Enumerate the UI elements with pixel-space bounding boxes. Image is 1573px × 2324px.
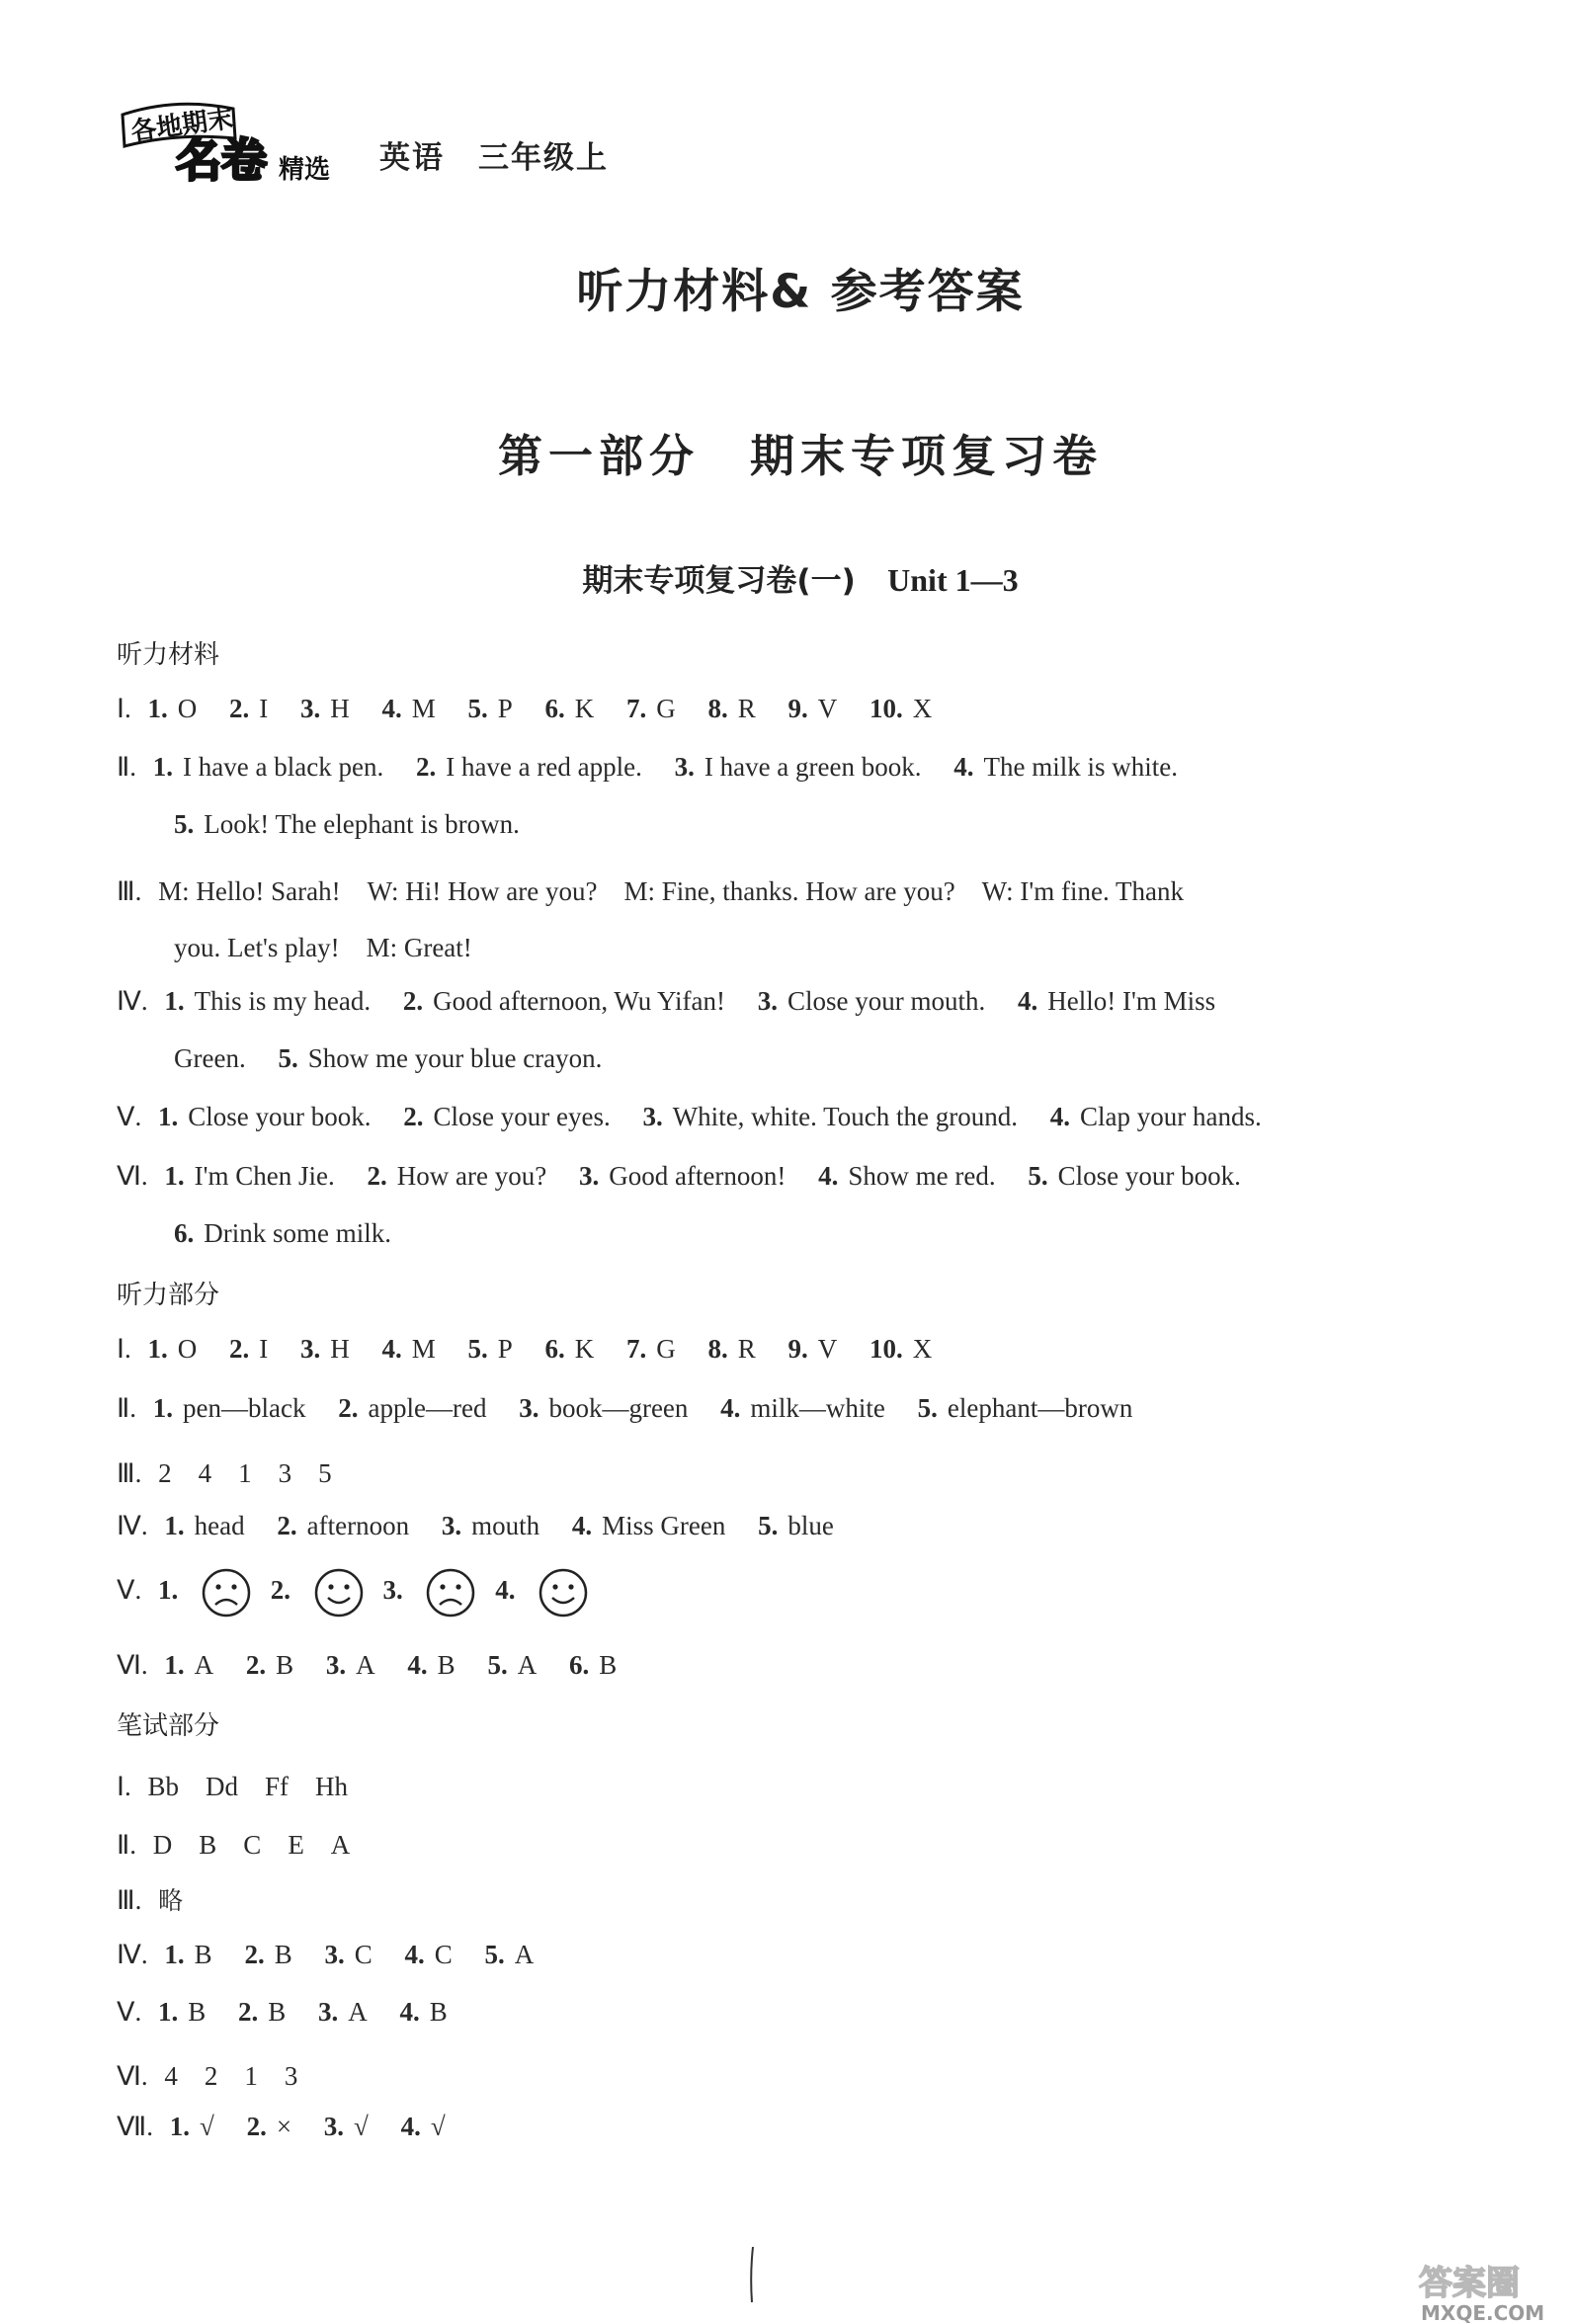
item-answer: G — [656, 1334, 676, 1364]
item-text: Green. — [174, 1043, 246, 1073]
roman-numeral: Ⅰ. — [117, 694, 131, 723]
item-answer: R — [737, 694, 756, 723]
item-number: 3. — [299, 694, 321, 723]
item-answer: B — [194, 1940, 212, 1969]
wp-row-1 — [117, 1765, 348, 1803]
item-answer: X — [912, 694, 933, 723]
item-answer: Miss Green — [602, 1511, 726, 1540]
item-answer: 略 — [158, 1886, 184, 1915]
item-number: 1. — [157, 1102, 179, 1131]
sad-face-icon — [425, 1567, 476, 1618]
item-answer: V — [817, 1334, 838, 1364]
item-answer: A — [348, 1997, 368, 2027]
item-answer: √ — [354, 2112, 369, 2141]
item-number: 3. — [324, 1940, 345, 1969]
item-number: 3. — [642, 1102, 663, 1131]
order-answer: 2 4 1 3 5 — [158, 1458, 332, 1488]
item-text: Clap your hands. — [1080, 1102, 1262, 1131]
item-answer: elephant—brown — [947, 1393, 1133, 1423]
item-number: 3. — [325, 1650, 347, 1680]
item-number: 9. — [787, 1334, 808, 1364]
item-number: 5. — [484, 1940, 505, 1969]
roman-numeral: Ⅴ. — [117, 1102, 142, 1131]
item-answer: √ — [199, 2112, 214, 2141]
lm-row-1 — [117, 694, 932, 724]
item-number: 4. — [381, 1334, 402, 1364]
item-answer: X — [912, 1334, 933, 1364]
item-answer: B — [188, 1997, 207, 2027]
item-number: 1. — [164, 1511, 185, 1540]
item-number: 1. — [164, 1940, 185, 1969]
item-number: 3. — [299, 1334, 321, 1364]
item-number: 1. — [164, 986, 185, 1016]
item-text: Good afternoon! — [609, 1161, 786, 1191]
item-number: 8. — [707, 694, 728, 723]
roman-numeral: Ⅱ. — [117, 1393, 137, 1423]
item-answer: afternoon — [306, 1511, 410, 1540]
series-logo — [117, 95, 364, 190]
dialogue-text: M: Hello! Sarah! W: Hi! How are you? M: Fine, thanks. How are you? W: I'm fine. Thank — [158, 876, 1184, 906]
item-number: 1. — [164, 1161, 185, 1191]
lp-row-3 — [117, 1452, 332, 1490]
item-number: 3. — [323, 2112, 345, 2141]
item-number: 1. — [147, 694, 168, 723]
item-number: 4. — [381, 694, 402, 723]
item-answer: pen—black — [183, 1393, 306, 1423]
item-number: 6. — [544, 694, 565, 723]
item-text: Show me your blue crayon. — [307, 1043, 603, 1073]
item-number: 4. — [818, 1161, 839, 1191]
wp-row-2 — [117, 1823, 350, 1862]
item-number: 3. — [519, 1393, 539, 1423]
wp-row-7 — [117, 2112, 446, 2142]
item-text: I have a black pen. — [183, 752, 384, 782]
item-answer: O — [177, 1334, 198, 1364]
item-answer: A — [517, 1650, 538, 1680]
roman-numeral: Ⅳ. — [117, 986, 148, 1016]
item-answer: B — [274, 1940, 292, 1969]
item-number: 3. — [441, 1511, 462, 1540]
happy-face-icon — [538, 1567, 589, 1618]
item-number: 6. — [568, 1650, 590, 1680]
item-text: Good afternoon, Wu Yifan! — [433, 986, 725, 1016]
item-answer: C — [354, 1940, 373, 1969]
item-number: 1. — [169, 2112, 190, 2141]
item-number: 5. — [174, 809, 195, 839]
item-answer: blue — [787, 1511, 834, 1540]
listening-part-heading: 听力部分 — [117, 1281, 220, 1310]
roman-numeral: Ⅴ. — [117, 1997, 142, 2027]
item-answer: mouth — [471, 1511, 540, 1540]
item-number: 2. — [415, 752, 437, 782]
item-number: 4. — [407, 1650, 428, 1680]
item-answer: B — [268, 1997, 287, 2027]
item-answer: B — [276, 1650, 294, 1680]
item-answer: K — [574, 1334, 595, 1364]
item-number: 3. — [578, 1161, 600, 1191]
roman-numeral: Ⅳ. — [117, 1511, 148, 1540]
item-text: Show me red. — [848, 1161, 996, 1191]
happy-face-icon — [313, 1567, 365, 1618]
item-answer: book—green — [548, 1393, 689, 1423]
item-number: 9. — [787, 694, 808, 723]
item-text: Close your book. — [188, 1102, 372, 1131]
item-number: 1. — [157, 1997, 179, 2027]
dialogue-text: you. Let's play! M: Great! — [174, 933, 472, 962]
roman-numeral: Ⅳ. — [117, 1940, 148, 1969]
lm-row-2-cont — [174, 809, 520, 840]
item-number: 1. — [164, 1650, 185, 1680]
item-answer: A — [356, 1650, 375, 1680]
item-number: 2. — [245, 1650, 267, 1680]
lm-row-5 — [117, 1102, 1262, 1132]
section-title-cn: 期末专项复习卷(一) — [582, 563, 856, 599]
section-title — [0, 555, 1573, 600]
item-number: 5. — [487, 1650, 508, 1680]
item-text: This is my head. — [194, 986, 372, 1016]
logo-text-top: 各地期末 — [128, 104, 235, 148]
item-answer: M — [411, 694, 436, 723]
item-number: 6. — [544, 1334, 565, 1364]
item-number: 4. — [495, 1575, 516, 1606]
watermark-text-top: 答案圈 — [1419, 2264, 1520, 2303]
item-answer: A — [514, 1940, 535, 1969]
item-number: 5. — [917, 1393, 938, 1423]
lm-row-3-cont — [174, 926, 472, 964]
item-number: 7. — [626, 1334, 647, 1364]
watermark-text-bottom: MXQE.COM — [1421, 2301, 1545, 2324]
item-number: 2. — [277, 1511, 297, 1540]
item-number: 5. — [278, 1043, 298, 1073]
lm-row-6-cont — [174, 1218, 391, 1249]
item-number: 4. — [1018, 986, 1038, 1016]
item-text: I have a green book. — [704, 752, 922, 782]
roman-numeral: Ⅴ. — [117, 1575, 142, 1606]
item-number: 2. — [246, 2112, 267, 2141]
item-answer: O — [177, 694, 198, 723]
grade-label: 三年级上 — [478, 140, 609, 176]
sad-face-icon — [201, 1567, 252, 1618]
item-answer: H — [330, 1334, 350, 1364]
lp-row-2 — [117, 1393, 1132, 1424]
item-answer: P — [497, 694, 513, 723]
wp-row-5 — [117, 1997, 448, 2028]
item-answer: P — [497, 1334, 513, 1364]
item-number: 10. — [869, 1334, 903, 1364]
item-answer: B — [429, 1997, 448, 2027]
item-number: 4. — [953, 752, 974, 782]
item-answer: milk—white — [750, 1393, 885, 1423]
section-title-unit: Unit 1—3 — [887, 562, 1019, 598]
lp-row-6 — [117, 1650, 617, 1681]
item-text: Hello! I'm Miss — [1047, 986, 1216, 1016]
item-number: 1. — [147, 1334, 168, 1364]
roman-numeral: Ⅱ. — [117, 752, 137, 782]
item-number: 2. — [228, 694, 250, 723]
item-number: 4. — [404, 1940, 425, 1969]
pen-mark — [747, 2245, 757, 2304]
item-answer: 4 2 1 3 — [164, 2061, 298, 2091]
logo-text-main: 名卷 — [176, 133, 267, 187]
item-number: 2. — [244, 1940, 265, 1969]
item-number: 10. — [869, 694, 903, 723]
item-number: 2. — [270, 1575, 290, 1606]
item-answer: H — [330, 694, 350, 723]
lp-row-5 — [117, 1567, 601, 1618]
item-number: 3. — [318, 1997, 339, 2027]
item-answer: head — [194, 1511, 245, 1540]
subject-label: 英语 — [379, 140, 445, 176]
item-number: 3. — [674, 752, 695, 782]
item-number: 1. — [157, 1575, 179, 1606]
item-number: 8. — [707, 1334, 728, 1364]
item-number: 2. — [402, 986, 424, 1016]
lp-row-1 — [117, 1334, 932, 1365]
item-number: 4. — [720, 1393, 741, 1423]
roman-numeral: Ⅱ. — [117, 1830, 137, 1860]
item-number: 5. — [467, 1334, 488, 1364]
item-answer: apple—red — [368, 1393, 487, 1423]
item-number: 2. — [238, 1997, 259, 2027]
item-answer: D B C E A — [152, 1830, 351, 1860]
item-number: 3. — [382, 1575, 403, 1606]
item-number: 1. — [152, 1393, 174, 1423]
item-text: Close your eyes. — [433, 1102, 611, 1131]
item-answer: V — [817, 694, 838, 723]
item-number: 2. — [338, 1393, 359, 1423]
item-answer: C — [434, 1940, 453, 1969]
roman-numeral: Ⅲ. — [117, 1885, 142, 1915]
lm-row-2 — [117, 752, 1178, 783]
item-number: 4. — [571, 1511, 593, 1540]
roman-numeral: Ⅵ. — [117, 2061, 148, 2091]
item-number: 2. — [403, 1102, 424, 1131]
item-number: 6. — [174, 1218, 195, 1248]
item-text: Drink some milk. — [204, 1218, 391, 1248]
item-number: 4. — [400, 2112, 421, 2141]
item-number: 5. — [1028, 1161, 1048, 1191]
roman-numeral: Ⅲ. — [117, 1458, 142, 1488]
item-number: 4. — [1049, 1102, 1070, 1131]
roman-numeral: Ⅰ. — [117, 1334, 131, 1364]
item-number: 5. — [758, 1511, 779, 1540]
lm-row-6 — [117, 1161, 1241, 1192]
item-answer: √ — [430, 2112, 446, 2141]
wp-row-6 — [117, 2054, 297, 2093]
lp-row-4 — [117, 1511, 834, 1541]
item-answer: × — [276, 2112, 292, 2141]
logo-text-sub: 精选 — [279, 155, 331, 185]
item-number: 2. — [367, 1161, 387, 1191]
item-answer: A — [194, 1650, 214, 1680]
item-text: White, white. Touch the ground. — [672, 1102, 1018, 1131]
roman-numeral: Ⅶ. — [117, 2112, 153, 2141]
watermark-logo — [1413, 2257, 1573, 2324]
lm-row-4 — [117, 986, 1215, 1017]
item-answer: B — [437, 1650, 455, 1680]
item-answer: Bb Dd Ff Hh — [147, 1772, 348, 1801]
item-answer: G — [656, 694, 676, 723]
item-number: 4. — [399, 1997, 420, 2027]
wp-row-4 — [117, 1940, 534, 1970]
item-text: Close your book. — [1057, 1161, 1241, 1191]
item-number: 7. — [626, 694, 647, 723]
item-text: The milk is white. — [983, 752, 1178, 782]
item-text: How are you? — [396, 1161, 547, 1191]
wp-row-3 — [117, 1881, 183, 1917]
item-number: 1. — [152, 752, 174, 782]
item-number: 5. — [467, 694, 488, 723]
roman-numeral: Ⅵ. — [117, 1650, 148, 1680]
item-answer: K — [574, 694, 595, 723]
item-number: 2. — [228, 1334, 250, 1364]
lm-row-4-cont — [174, 1043, 602, 1074]
roman-numeral: Ⅲ. — [117, 876, 142, 906]
item-text: Look! The elephant is brown. — [204, 809, 520, 839]
item-text: Close your mouth. — [787, 986, 986, 1016]
item-answer: I — [259, 1334, 269, 1364]
roman-numeral: Ⅵ. — [117, 1161, 148, 1191]
item-answer: B — [599, 1650, 618, 1680]
lm-row-3 — [117, 870, 1184, 908]
item-text: I'm Chen Jie. — [194, 1161, 335, 1191]
written-part-heading: 笔试部分 — [117, 1711, 220, 1741]
part-title: 第一部分 期末专项复习卷 — [497, 430, 1103, 482]
item-text: I have a red apple. — [446, 752, 642, 782]
item-answer: I — [259, 694, 269, 723]
page-title: 听力材料& 参考答案 — [576, 265, 1025, 319]
item-answer: M — [411, 1334, 436, 1364]
item-answer: R — [737, 1334, 756, 1364]
item-number: 3. — [757, 986, 778, 1016]
listening-material-heading: 听力材料 — [117, 640, 220, 670]
roman-numeral: Ⅰ. — [117, 1772, 131, 1801]
